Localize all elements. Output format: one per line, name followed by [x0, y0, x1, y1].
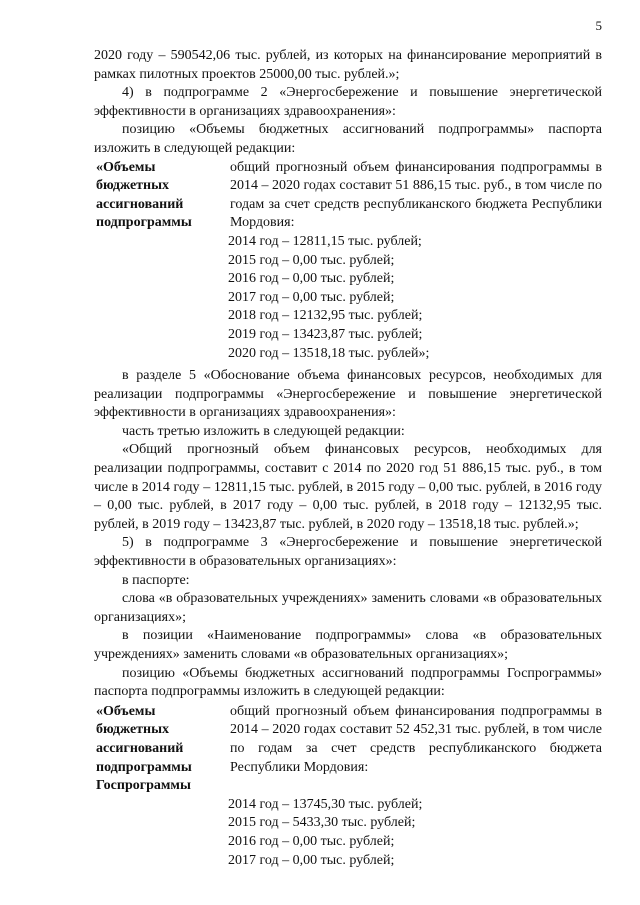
- year-line: 2016 год – 0,00 тыс. рублей;: [228, 833, 395, 849]
- budget-block-subprogram-2: [94, 159, 602, 364]
- budget-block-subprogram-3: [94, 703, 602, 870]
- paragraph: «Общий прогнозный объем финансовых ресурсов, необходимых для реализации подпрограммы, составит с 2014 по 2020 год 51 886,15 тыс. руб., в том числе в 2014 году – 12811,15 тыс. рублей, в 2015 году – 0,00 тыс. рублей, в 2016 году – 0,00 тыс. рублей, в 2017 году – 0,00 тыс. рублей, в 2018 году – 12132,95 тыс. рублей, в 2019 году – 13423,87 тыс. рублей, в 2020 году – 13518,18 тыс. рублей.»;: [94, 442, 602, 532]
- paragraph: слова «в образовательных учреждениях» заменить словами «в образовательных организациях»;: [94, 591, 602, 625]
- page-number: 5: [595, 18, 602, 33]
- year-line: 2015 год – 0,00 тыс. рублей;: [228, 252, 395, 268]
- year-line: 2015 год – 5433,30 тыс. рублей;: [228, 815, 416, 831]
- paragraph: в позиции «Наименование подпрограммы» слова «в образовательных учреждениях» заменить словами «в образовательных организациях»;: [94, 628, 602, 662]
- paragraph: часть третью изложить в следующей редакции:: [122, 423, 405, 439]
- block-label: «Объемы бюджетных ассигнований подпрограммы: [96, 159, 192, 231]
- block-text: общий прогнозный объем финансирования подпрограммы в 2014 – 2020 годах составит 52 452,31 тыс. рублей, в том числе по годам за счет средств республиканского бюджета Республики Мордовия:: [230, 703, 602, 775]
- block-label: «Объемы бюджетных ассигнований подпрограммы Госпрограммы: [96, 703, 192, 794]
- paragraph: в паспорте:: [122, 572, 190, 588]
- document-body: [94, 47, 602, 870]
- year-line: 2020 год – 13518,18 тыс. рублей»;: [228, 345, 430, 361]
- paragraph: 2020 году – 590542,06 тыс. рублей, из которых на финансирование мероприятий в рамках пилотных проектов 25000,00 тыс. рублей.»;: [94, 48, 602, 82]
- paragraph: 4) в подпрограмме 2 «Энергосбережение и повышение энергетической эффективности в организациях здравоохранения»:: [94, 85, 602, 119]
- paragraph: в разделе 5 «Обоснование объема финансовых ресурсов, необходимых для реализации подпрограммы «Энергосбережение и повышение энергетической эффективности в организациях здравоохранения»:: [94, 368, 602, 421]
- year-line: 2017 год – 0,00 тыс. рублей;: [228, 289, 395, 305]
- paragraph: позицию «Объемы бюджетных ассигнований подпрограммы» паспорта изложить в следующей редакции:: [94, 122, 602, 156]
- block-text: общий прогнозный объем финансирования подпрограммы в 2014 – 2020 годах составит 51 886,15 тыс. руб., в том числе по годам за счет средств республиканского бюджета Республики Мордовия:: [230, 159, 602, 231]
- year-line: 2017 год – 0,00 тыс. рублей;: [228, 852, 395, 868]
- year-line: 2016 год – 0,00 тыс. рублей;: [228, 271, 395, 287]
- paragraph: позицию «Объемы бюджетных ассигнований подпрограммы Госпрограммы» паспорта подпрограммы изложить в следующей редакции:: [94, 665, 602, 700]
- paragraph: 5) в подпрограмме 3 «Энергосбережение и повышение энергетической эффективности в образовательных организациях»:: [94, 535, 602, 570]
- year-line: 2018 год – 12132,95 тыс. рублей;: [228, 308, 423, 324]
- year-line: 2014 год – 12811,15 тыс. рублей;: [228, 233, 422, 249]
- year-line: 2019 год – 13423,87 тыс. рублей;: [228, 326, 423, 342]
- year-line: 2014 год – 13745,30 тыс. рублей;: [228, 796, 423, 812]
